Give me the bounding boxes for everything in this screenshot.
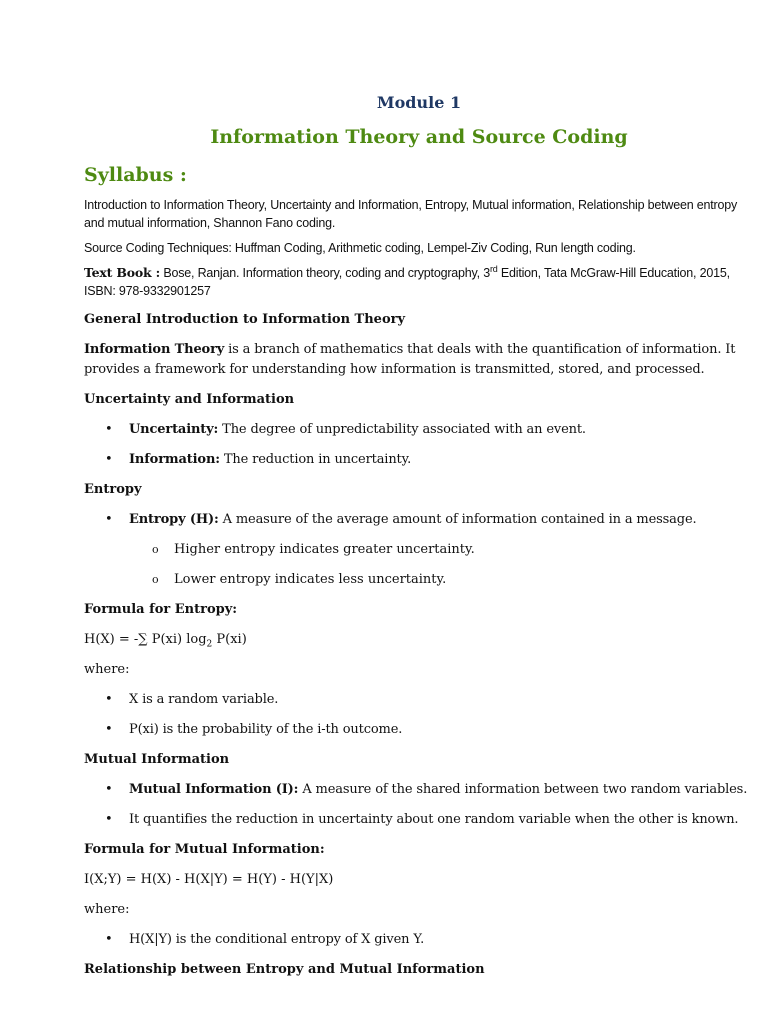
mutual-where-label: where:: [84, 902, 130, 917]
entropy-where-label: where:: [84, 662, 130, 677]
circle-bullet-icon: o: [152, 573, 159, 586]
mutual-info-heading: Mutual Information: [84, 752, 230, 767]
list-item-term: Uncertainty:: [129, 422, 219, 437]
list-item: [84, 720, 754, 740]
general-intro-heading: General Introduction to Information Theory: [84, 312, 406, 327]
sublist-item: [84, 570, 754, 590]
list-item: [84, 780, 754, 800]
bullet-icon: •: [105, 932, 113, 947]
list-item: [84, 420, 754, 440]
list-item-term: Mutual Information (I):: [129, 782, 299, 797]
list-item-term: Information:: [129, 452, 220, 467]
entropy-formula-sub: 2: [206, 639, 213, 650]
textbook-label: Text Book :: [84, 265, 161, 280]
list-item-text: H(X|Y) is the conditional entropy of X given Y.: [129, 932, 425, 947]
mutual-formula-heading: Formula for Mutual Information:: [84, 842, 325, 857]
list-item-text: X is a random variable.: [129, 692, 279, 707]
list-item-text: The degree of unpredictability associated with an event.: [218, 422, 586, 437]
list-item-text: The reduction in uncertainty.: [219, 452, 412, 467]
list-item: [84, 510, 754, 530]
list-item-text: A measure of the shared information between two random variables.: [298, 782, 748, 797]
mutual-formula: I(X;Y) = H(X) - H(X|Y) = H(Y) - H(Y|X): [84, 872, 334, 887]
textbook-text-post: Edition, Tata McGraw-Hill Education, 2015, ISBN: 978-9332901257: [84, 266, 730, 298]
bullet-icon: •: [105, 452, 113, 467]
list-item-text: It quantifies the reduction in uncertainty about one random variable when the other is known.: [129, 812, 739, 827]
module-label: Module 1: [376, 93, 462, 112]
list-item: [84, 450, 754, 470]
list-item-text: A measure of the average amount of information contained in a message.: [218, 512, 697, 527]
relationship-heading: Relationship between Entropy and Mutual Information: [84, 962, 485, 977]
entropy-where-list: [84, 690, 754, 740]
sublist-item-text: Higher entropy indicates greater uncertainty.: [174, 542, 475, 557]
bullet-icon: •: [105, 512, 113, 527]
sublist-item: [84, 540, 754, 560]
document-title: Information Theory and Source Coding: [210, 126, 628, 148]
entropy-formula-heading: Formula for Entropy:: [84, 602, 238, 617]
bullet-icon: •: [105, 422, 113, 437]
mutual-info-list: [84, 780, 754, 830]
general-intro-text: is a branch of mathematics that deals with the quantification of information. It provides a framework for understanding how information is transmitted, stored, and processed.: [84, 342, 736, 377]
list-item-text: P(xi) is the probability of the i-th outcome.: [129, 722, 403, 737]
mutual-where-list: [84, 930, 754, 950]
sublist-item-text: Lower entropy indicates less uncertainty.: [174, 572, 447, 587]
circle-bullet-icon: o: [152, 543, 159, 556]
textbook-text-pre: Bose, Ranjan. Information theory, coding and cryptography, 3: [160, 266, 490, 280]
entropy-formula-post: P(xi): [212, 632, 247, 647]
entropy-sublist: [84, 540, 754, 590]
general-intro-paragraph: [84, 340, 754, 380]
document-page: [84, 92, 754, 990]
list-item-term: Entropy (H):: [129, 512, 219, 527]
entropy-heading: Entropy: [84, 482, 142, 497]
bullet-icon: •: [105, 692, 113, 707]
textbook-sup: rd: [489, 263, 498, 274]
syllabus-intro: Introduction to Information Theory, Uncertainty and Information, Entropy, Mutual information, Relationship between entropy and mutual information, Shannon Fano coding.: [84, 198, 738, 230]
syllabus-techniques: Source Coding Techniques: Huffman Coding, Arithmetic coding, Lempel-Ziv Coding, Run length coding.: [84, 241, 636, 255]
uncertainty-list: [84, 420, 754, 470]
bullet-icon: •: [105, 722, 113, 737]
list-item: [84, 690, 754, 710]
list-item: [84, 810, 754, 830]
entropy-formula-pre: H(X) = -∑ P(xi) log: [84, 632, 207, 647]
list-item: [84, 930, 754, 950]
uncertainty-heading: Uncertainty and Information: [84, 392, 295, 407]
entropy-formula: [84, 630, 754, 650]
bullet-icon: •: [105, 782, 113, 797]
entropy-list: [84, 510, 754, 530]
syllabus-heading: Syllabus :: [84, 164, 187, 186]
textbook-reference: [84, 264, 754, 300]
general-intro-term: Information Theory: [84, 342, 225, 357]
bullet-icon: •: [105, 812, 113, 827]
